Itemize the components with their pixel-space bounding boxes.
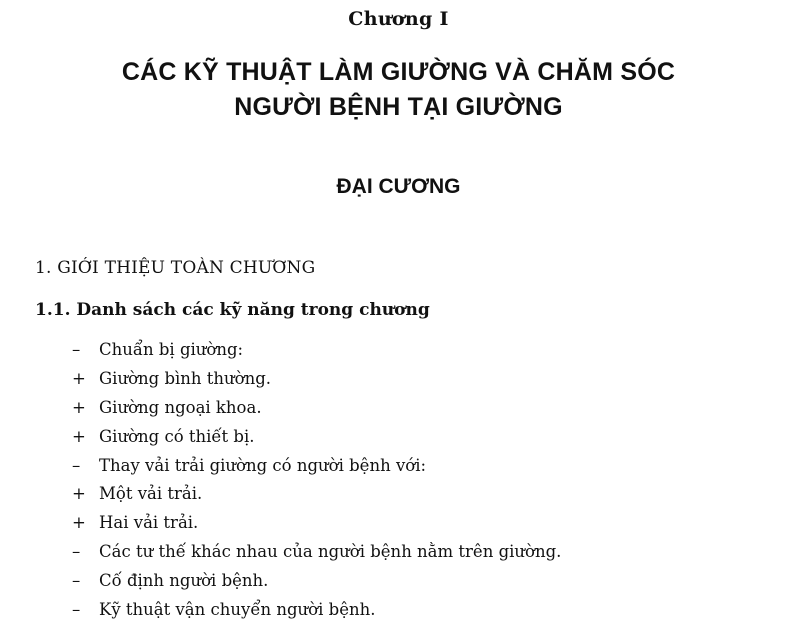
list-item: [72, 394, 561, 423]
dash-bullet: –: [72, 571, 81, 591]
list-item-text: Cố định người bệnh.: [99, 571, 269, 591]
list-item: [72, 509, 561, 538]
chapter-label: Chương I: [348, 8, 449, 30]
dash-bullet: –: [72, 340, 81, 359]
list-item: [72, 480, 561, 509]
list-item-text: Các tư thế khác nhau của người bệnh nằm trên giường.: [99, 542, 562, 562]
list-item-text: Chuẩn bị giường:: [99, 340, 244, 359]
heading-1-1: 1.1. Danh sách các kỹ năng trong chương: [35, 300, 430, 320]
list-item-text: Thay vải trải giường có người bệnh với:: [99, 455, 427, 475]
list-item-text: Giường ngoại khoa.: [99, 397, 262, 417]
list-item-text: Giường có thiết bị.: [99, 426, 255, 446]
list-item: [72, 365, 561, 394]
plus-bullet: +: [72, 513, 86, 533]
section-heading: ĐẠI CƯƠNG: [336, 175, 461, 198]
plus-bullet: +: [72, 368, 86, 388]
heading-1: 1. GIỚI THIỆU TOÀN CHƯƠNG: [35, 258, 316, 278]
dash-bullet: –: [72, 542, 81, 562]
list-item: [72, 538, 561, 567]
dash-bullet: –: [72, 600, 81, 620]
plus-bullet: +: [72, 426, 86, 446]
list-item: [72, 567, 561, 596]
dash-bullet: –: [72, 455, 81, 475]
list-item-text: Giường bình thường.: [99, 368, 272, 388]
chapter-title-line-1: CÁC KỸ THUẬT LÀM GIƯỜNG VÀ CHĂM SÓC: [121, 58, 676, 86]
list-item: [72, 336, 561, 365]
list-item: [72, 596, 561, 625]
list-item-text: Hai vải trải.: [99, 513, 199, 533]
skills-list: [72, 336, 561, 625]
list-item-text: Kỹ thuật vận chuyển người bệnh.: [99, 600, 376, 620]
plus-bullet: +: [72, 397, 86, 417]
list-item-text: Một vải trải.: [99, 484, 203, 504]
chapter-title-line-2: NGƯỜI BỆNH TẠI GIƯỜNG: [234, 93, 563, 121]
plus-bullet: +: [72, 484, 86, 504]
list-item: [72, 423, 561, 452]
list-item: [72, 452, 561, 481]
